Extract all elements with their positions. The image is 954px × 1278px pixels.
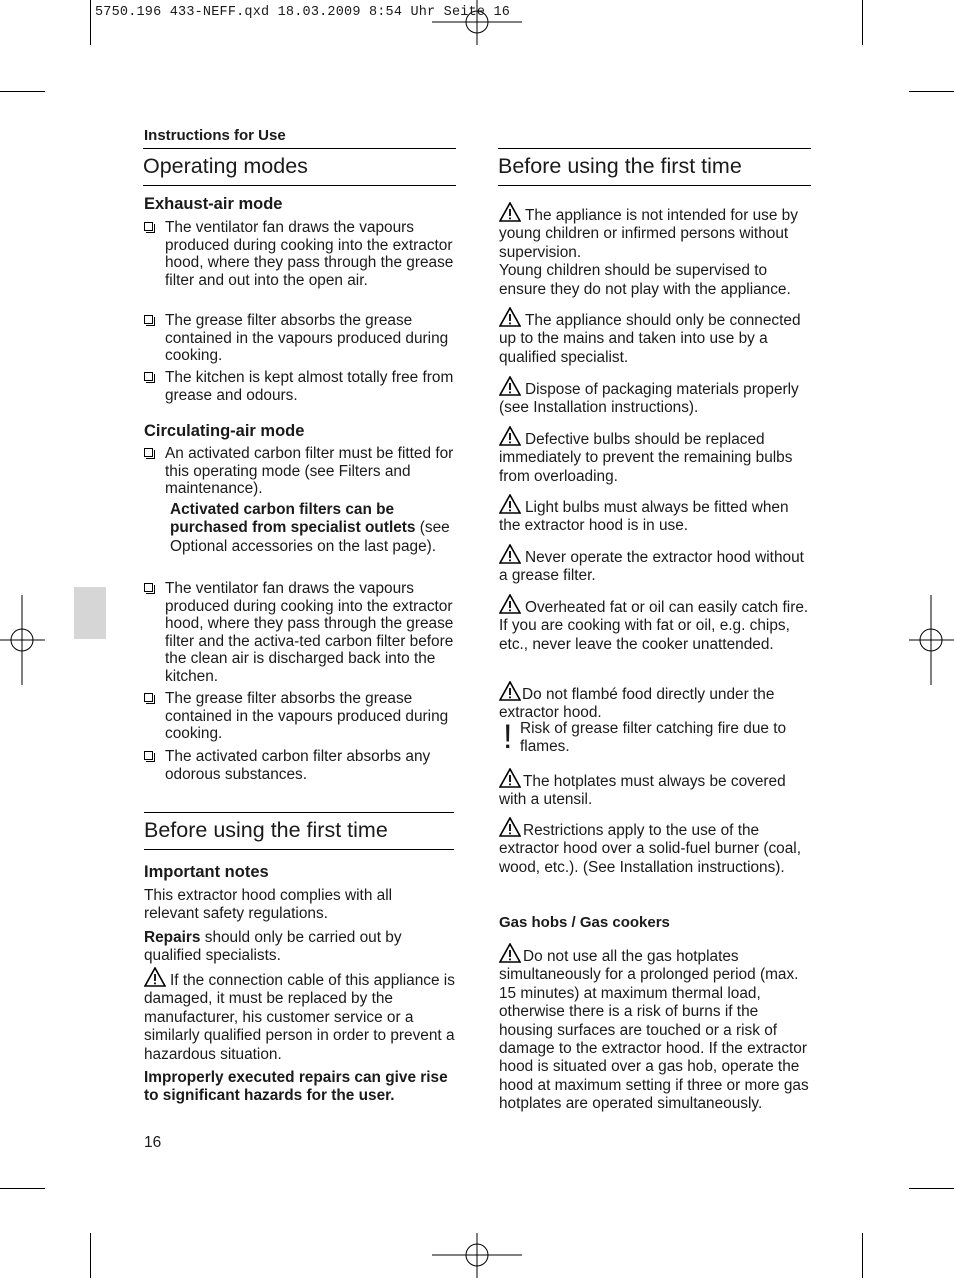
registration-mark-left bbox=[0, 595, 45, 685]
checkbox-bullet-icon bbox=[144, 372, 153, 381]
subheading-gas-hobs: Gas hobs / Gas cookers bbox=[499, 914, 670, 931]
checkbox-bullet-icon bbox=[144, 222, 153, 231]
notes-paragraph: This extractor hood complies with all relevant safety regulations. bbox=[144, 887, 393, 923]
checkbox-bullet-icon bbox=[144, 693, 153, 702]
crop-mark bbox=[909, 1188, 954, 1189]
page-number: 16 bbox=[144, 1134, 162, 1151]
list-item: The ventilator fan draws the vapours produced during cooking into the extractor hood, where they pass through the grease filter and out into the open air. bbox=[144, 219, 456, 289]
subheading-exhaust-air: Exhaust-air mode bbox=[144, 195, 283, 213]
warning-item: Defective bulbs should be replaced immediately to prevent the remaining bulbs from overloading. bbox=[499, 426, 811, 486]
section-title-before-first-use: Before using the first time bbox=[144, 812, 454, 850]
exclamation-icon: ! bbox=[503, 718, 513, 756]
crop-mark bbox=[90, 1233, 91, 1278]
warning-triangle-icon bbox=[499, 307, 521, 327]
warning-item: Never operate the extractor hood without a grease filter. bbox=[499, 544, 811, 586]
warning-item: Overheated fat or oil can easily catch fire. If you are cooking with fat or oil, e.g. chips, etc., never leave the cooker unattended. bbox=[499, 594, 811, 654]
warning-item: The hotplates must always be covered with a utensil. bbox=[499, 768, 811, 810]
crop-mark bbox=[0, 91, 45, 92]
crop-mark bbox=[0, 1188, 45, 1189]
warning-note: Risk of grease filter catching fire due to flames. bbox=[520, 720, 787, 756]
running-head: Instructions for Use bbox=[144, 127, 286, 144]
warning-item: The appliance is not intended for use by young children or infirmed persons without supervision. Young children should be supervised to ensure they do not play with the appliance. bbox=[499, 202, 811, 299]
warning-triangle-icon bbox=[499, 943, 521, 963]
warning-triangle-icon bbox=[499, 594, 521, 614]
list-item: The grease filter absorbs the grease contained in the vapours produced during cooking. bbox=[144, 690, 456, 743]
warning-item: Dispose of packaging materials properly (see Installation instructions). bbox=[499, 376, 811, 418]
warning-triangle-icon bbox=[144, 967, 166, 987]
warning-triangle-icon bbox=[499, 494, 521, 514]
section-title-before-first-use-right: Before using the first time bbox=[498, 148, 811, 186]
notes-paragraph: Repairs should only be carried out by qualified specialists. bbox=[144, 929, 402, 965]
crop-mark bbox=[90, 0, 91, 45]
warning-triangle-icon bbox=[499, 544, 521, 564]
warning-item: Do not use all the gas hotplates simultaneously for a prolonged period (max. 15 minutes) at maximum thermal load, otherwise there is a risk of burns if the housing surfaces are touched or a risk of damage to the extractor hood. If the extractor hood is situated over a gas hob, operate the hood at maximum setting if three or more gas hotplates are operated simultaneously. bbox=[499, 943, 811, 1114]
section-title-operating-modes: Operating modes bbox=[143, 148, 456, 186]
notes-hazard-paragraph: Improperly executed repairs can give rise to significant hazards for the user. bbox=[144, 1069, 448, 1104]
warning-triangle-icon bbox=[499, 376, 521, 396]
list-item: The kitchen is kept almost totally free from grease and odours. bbox=[144, 369, 456, 404]
warning-item: Do not flambé food directly under the extractor hood. bbox=[499, 681, 811, 723]
crop-mark bbox=[862, 1233, 863, 1278]
subheading-circulating-air: Circulating-air mode bbox=[144, 422, 305, 440]
registration-mark-bottom bbox=[432, 1233, 522, 1278]
warning-item: Restrictions apply to the use of the extractor hood over a solid-fuel burner (coal, wood, etc.). (See Installation instructions). bbox=[499, 817, 811, 877]
list-item: The grease filter absorbs the grease contained in the vapours produced during cooking. bbox=[144, 312, 456, 365]
warning-triangle-icon bbox=[499, 768, 521, 788]
checkbox-bullet-icon bbox=[144, 751, 153, 760]
carbon-filter-note: Activated carbon filters can be purchased from specialist outlets (see Optional accessories on the last page). bbox=[170, 501, 450, 555]
warning-triangle-icon bbox=[499, 817, 521, 837]
registration-mark-right bbox=[909, 595, 954, 685]
crop-mark bbox=[909, 91, 954, 92]
warning-triangle-icon bbox=[499, 681, 521, 701]
checkbox-bullet-icon bbox=[144, 315, 153, 324]
notes-warning-paragraph: If the connection cable of this appliance is damaged, it must be replaced by the manufacturer, his customer service or a similarly qualified person in order to prevent a hazardous situation. bbox=[144, 967, 456, 1064]
checkbox-bullet-icon bbox=[144, 448, 153, 457]
list-item: The ventilator fan draws the vapours produced during cooking into the extractor hood, where they pass through the grease filter and the activa-ted carbon filter before the clean air is discharged back into the kitchen. bbox=[144, 580, 456, 686]
list-item: The activated carbon filter absorbs any odorous substances. bbox=[144, 748, 456, 783]
warning-triangle-icon bbox=[499, 202, 521, 222]
checkbox-bullet-icon bbox=[144, 583, 153, 592]
list-item: An activated carbon filter must be fitted for this operating mode (see Filters and maintenance). bbox=[144, 445, 456, 498]
warning-triangle-icon bbox=[499, 426, 521, 446]
subheading-important-notes: Important notes bbox=[144, 863, 269, 881]
crop-mark bbox=[862, 0, 863, 45]
warning-item: The appliance should only be connected up to the mains and taken into use by a qualified specialist. bbox=[499, 307, 811, 367]
thumb-tab bbox=[74, 587, 106, 639]
warning-item: Light bulbs must always be fitted when the extractor hood is in use. bbox=[499, 494, 811, 536]
print-slug: 5750.196 433-NEFF.qxd 18.03.2009 8:54 Uhr Seite 16 bbox=[95, 5, 511, 20]
